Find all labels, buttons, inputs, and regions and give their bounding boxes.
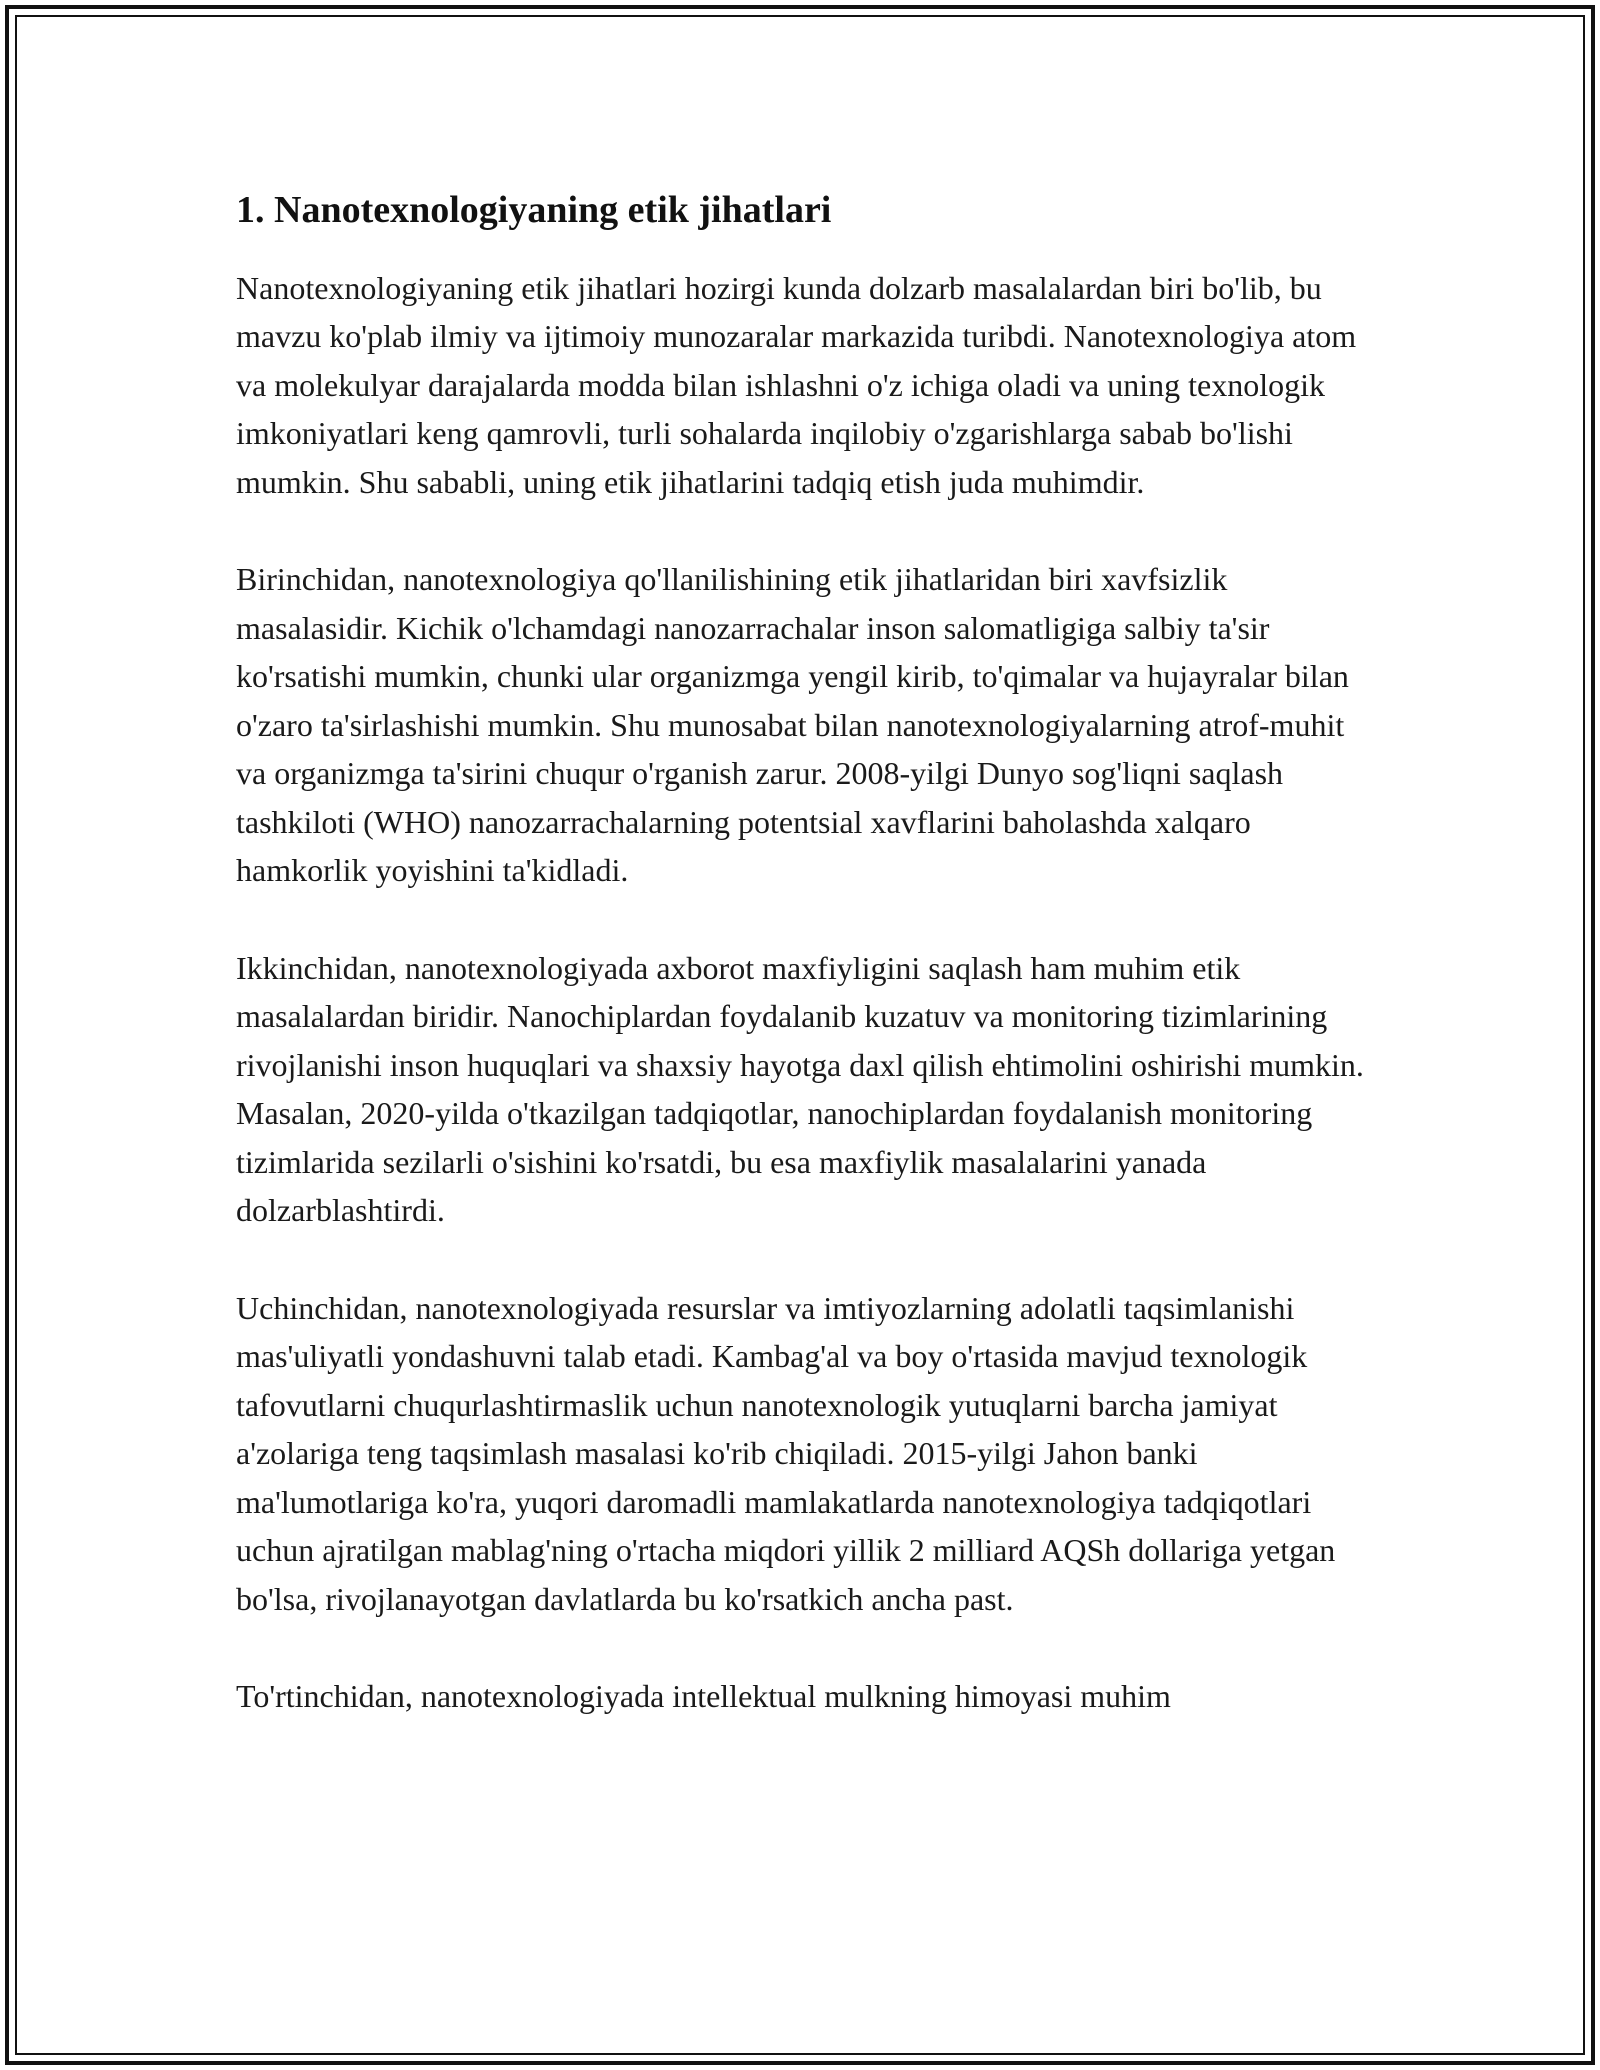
paragraph-intellectual-property: To'rtinchidan, nanotexnologiyada intellektual mulkning himoyasi muhim xyxy=(236,1678,1171,1715)
paragraph-fairness: Uchinchidan, nanotexnologiyada resurslar va imtiyozlarning adolatli taqsimlanishi mas'uliyatli yondashuvni talab etadi. Kambag'al va boy o'rtasida mavjud texnologik tafovutlarni chuqurlashtirmaslik uchun nanotexnologik yutuqlarni barcha jamiyat a'zolariga teng taqsimlash masalasi ko'rib chiqiladi. 2015-yilgi Jahon banki ma'lumotlariga ko'ra, yuqori daromadli mamlakatlarda nanotexnologiya tadqiqotlari uchun ajratilgan mablag'ning o'rtacha miqdori yillik 2 milliard AQSh dollariga yetgan bo'lsa, rivojlanayotgan davlatlarda bu ko'rsatkich ancha past. xyxy=(236,1289,1336,1617)
document-body xyxy=(236,188,1376,1770)
section-heading: 1. Nanotexnologiyaning etik jihatlari xyxy=(236,189,832,231)
paragraph-intro: Nanotexnologiyaning etik jihatlari hozirgi kunda dolzarb masalalardan biri bo'lib, bu mavzu ko'plab ilmiy va ijtimoiy munozaralar markazida turibdi. Nanotexnologiya atom va molekulyar darajalarda modda bilan ishlashni o'z ichiga oladi va uning texnologik imkoniyatlari keng qamrovli, turli sohalarda inqilobiy o'zgarishlarga sabab bo'lishi mumkin. Shu sababli, uning etik jihatlarini tadqiq etish juda muhimdir. xyxy=(236,269,1357,500)
paragraph-safety: Birinchidan, nanotexnologiya qo'llanilishining etik jihatlaridan biri xavfsizlik masalasidir. Kichik o'lchamdagi nanozarrachalar inson salomatligiga salbiy ta'sir ko'rsatishi mumkin, chunki ular organizmga yengil kirib, to'qimalar va hujayralar bilan o'zaro ta'sirlashishi mumkin. Shu munosabat bilan nanotexnologiyalarning atrof-muhit va organizmga ta'sirini chuqur o'rganish zarur. 2008-yilgi Dunyo sog'liqni saqlash tashkiloti (WHO) nanozarrachalarning potentsial xavflarini baholashda xalqaro hamkorlik yoyishini ta'kidladi. xyxy=(236,561,1349,889)
paragraph-privacy: Ikkinchidan, nanotexnologiyada axborot maxfiyligini saqlash ham muhim etik masalalardan biridir. Nanochiplardan foydalanib kuzatuv va monitoring tizimlarining rivojlanishi inson huquqlari va shaxsiy hayotga daxl qilish ehtimolini oshirishi mumkin. Masalan, 2020-yilda o'tkazilgan tadqiqotlar, nanochiplardan foydalanish monitoring tizimlarida sezilarli o'sishini ko'rsatdi, bu esa maxfiylik masalalarini yanada dolzarblashtirdi. xyxy=(236,949,1364,1229)
